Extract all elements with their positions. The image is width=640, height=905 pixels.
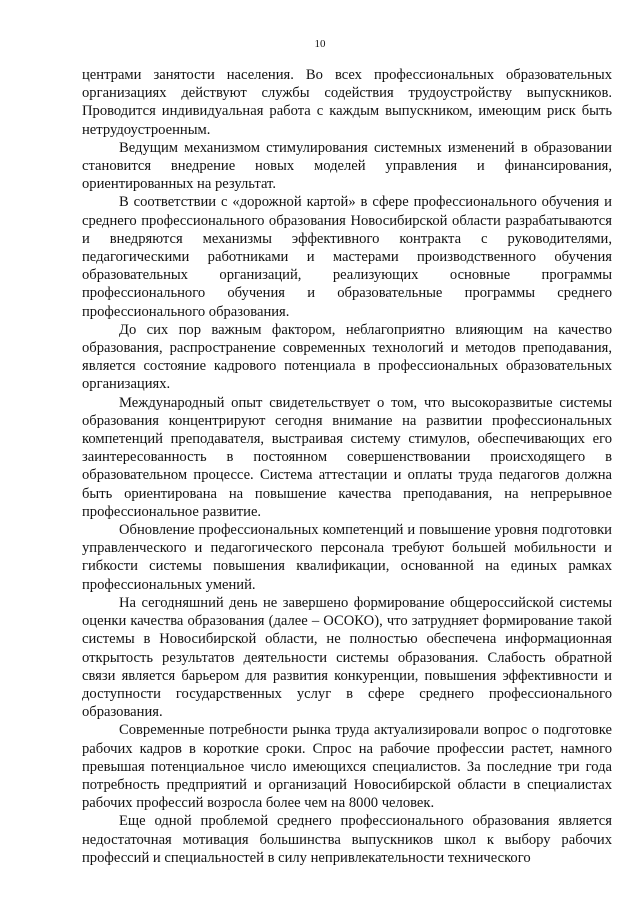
body-text — [82, 66, 612, 867]
paragraph-5: Международный опыт свидетельствует о том, что высокоразвитые системы образования концентрируют сегодня внимание на развитии профессиональных компетенций преподавателя, выстраивая систему стимулов, обеспечивающих его заинтересованность в постоянном совершенствовании происходящего в образовательном процессе. Система аттестации и оплаты труда педагогов должна быть ориентирована на повышение качества преподавания, на непрерывное профессиональное развитие. — [82, 394, 612, 520]
paragraph-4: До сих пор важным фактором, неблагоприятно влияющим на качество образования, распространение современных технологий и методов преподавания, является состояние кадрового потенциала в профессиональных образовательных организациях. — [82, 321, 612, 393]
paragraph-9: Еще одной проблемой среднего профессионального образования является недостаточная мотивация большинства выпускников школ к выбору рабочих профессий и специальностей в силу непривлекательности технического — [82, 813, 612, 866]
paragraph-2: Ведущим механизмом стимулирования системных изменений в образовании становится внедрение новых моделей управления и финансирования, ориентированных на результат. — [82, 139, 612, 193]
paragraph-6: Обновление профессиональных компетенций и повышение уровня подготовки управленческого и педагогического персонала требуют большей мобильности и гибкости системы повышения квалификации, основанной на единых рамках профессиональных умений. — [82, 522, 612, 593]
paragraph-8: Современные потребности рынка труда актуализировали вопрос о подготовке рабочих кадров в короткие сроки. Спрос на рабочие профессии растет, намного превышая потенциальное число имеющихся специалистов. За последние три года потребность предприятий и организаций Новосибирской области в специалистах рабочих профессий возросла более чем на 8000 человек. — [82, 722, 612, 812]
paragraph-1: центрами занятости населения. Во всех профессиональных образовательных организациях действуют службы содействия трудоустройству выпускников. Проводится индивидуальная работа с каждым выпускником, имеющим риск быть нетрудоустроенным. — [82, 67, 612, 138]
page-number: 10 — [314, 38, 326, 50]
paragraph-7: На сегодняшний день не завершено формирование общероссийской системы оценки качества образования (далее – ОСОКО), что затрудняет формирование такой системы в Новосибирской области, не полностью обеспечена информационная открытость результатов деятельности системы образования. Слабость обратной связи является барьером для развития конкуренции, повышения эффективности и доступности государственных услуг в сфере среднего профессионального образования. — [82, 594, 612, 721]
paragraph-3: В соответствии с «дорожной картой» в сфере профессионального обучения и среднего профессионального образования Новосибирской области разрабатываются и внедряются механизмы эффективного контракта с руководителями, педагогическими работниками и мастерами производственного обучения образовательных организаций, реализующих основные программы профессионального обучения и образовательные программы среднего профессионального образования. — [82, 194, 612, 320]
